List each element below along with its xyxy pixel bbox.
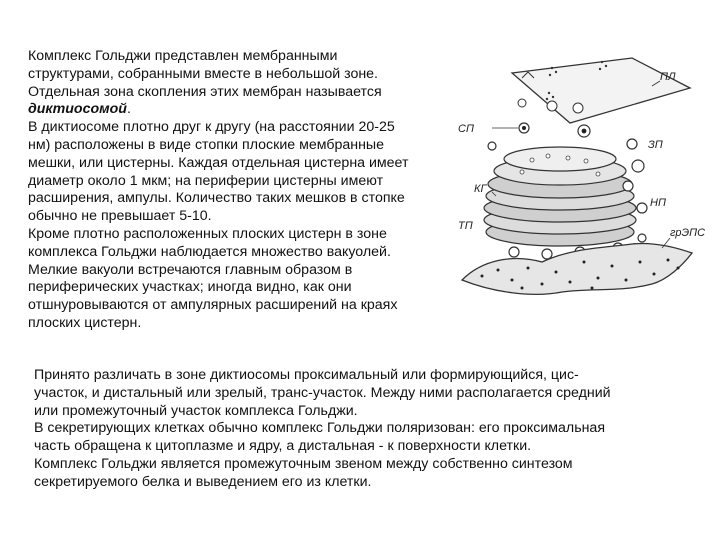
text-line: или промежуточный участок комплекса Гольджи.: [34, 402, 358, 419]
label-sp: СП: [458, 123, 474, 135]
text-line: Кроме плотно расположенных плоских цистерн в зоне: [28, 225, 387, 242]
text-line: периферических участках; иногда видно, как они: [28, 279, 352, 296]
label-gr-eps: грЭПС: [670, 227, 706, 239]
text-line: плоских цистерн.: [28, 314, 142, 331]
text-line: отшнуровываются от ампулярных расширений на краях: [28, 297, 398, 314]
term-suffix: .: [126, 101, 131, 118]
secretory-vesicles: [488, 123, 637, 150]
text-line: В секретирующих клетках обычно комплекс Гольджи поляризован: его проксимальная: [34, 420, 606, 437]
text-line: участок, и дистальный или зрелый, транс-участок. Между ними располагается средний: [34, 384, 611, 401]
label-pl: ПЛ: [660, 71, 676, 83]
text-line: Отдельная зона скопления этих мембран называется: [28, 83, 382, 100]
text-line: расширения, ампулы. Количество таких мешков в стопке: [28, 190, 405, 207]
text-line: В диктиосоме плотно друг к другу (на расстоянии 20-25: [28, 119, 395, 136]
text-line: нм) расположены в виде стопки плоские мембранные: [28, 136, 385, 153]
golgi-cisternae-stack: [484, 147, 636, 246]
label-zp: ЗП: [648, 139, 663, 151]
text-line: мешки, или цистерны. Каждая отдельная цистерна имеет: [28, 154, 409, 171]
rough-er: [462, 243, 692, 294]
text-block-golgi-zones: [34, 367, 710, 492]
label-kg: КГ: [474, 183, 487, 195]
text-line: комплекса Гольджи наблюдается множество вакуолей.: [28, 243, 391, 260]
text-line: Комплекс Гольджи представлен мембранными: [28, 48, 338, 64]
term-line: [28, 101, 458, 119]
text-line: Мелкие вакуоли встречаются главным образом в: [28, 261, 353, 278]
text-line: диаметр около 1 мкм; на периферии цистерны имеют: [28, 172, 384, 189]
label-np: НП: [650, 197, 666, 209]
term-dictyosome: диктиосомой: [28, 101, 127, 118]
text-line: часть обращена к цитоплазме и ядру, а дистальная - к поверхности клетки.: [34, 438, 532, 455]
label-tp: ТП: [458, 220, 473, 232]
text-line: Принято различать в зоне диктиосомы проксимальный или формирующийся, цис-: [34, 367, 579, 383]
plasma-membrane: [512, 58, 690, 123]
text-line: секретируемого белка и выведением его из клетки.: [34, 473, 372, 490]
text-line: обычно не превышает 5-10.: [28, 208, 212, 225]
text-line: структурами, собранными вместе в небольшой зоне.: [28, 65, 379, 82]
golgi-illustration: [452, 48, 710, 298]
text-block-dictyosome: [28, 48, 458, 333]
text-line: Комплекс Гольджи является промежуточным звеном между собственно синтезом: [34, 455, 573, 472]
